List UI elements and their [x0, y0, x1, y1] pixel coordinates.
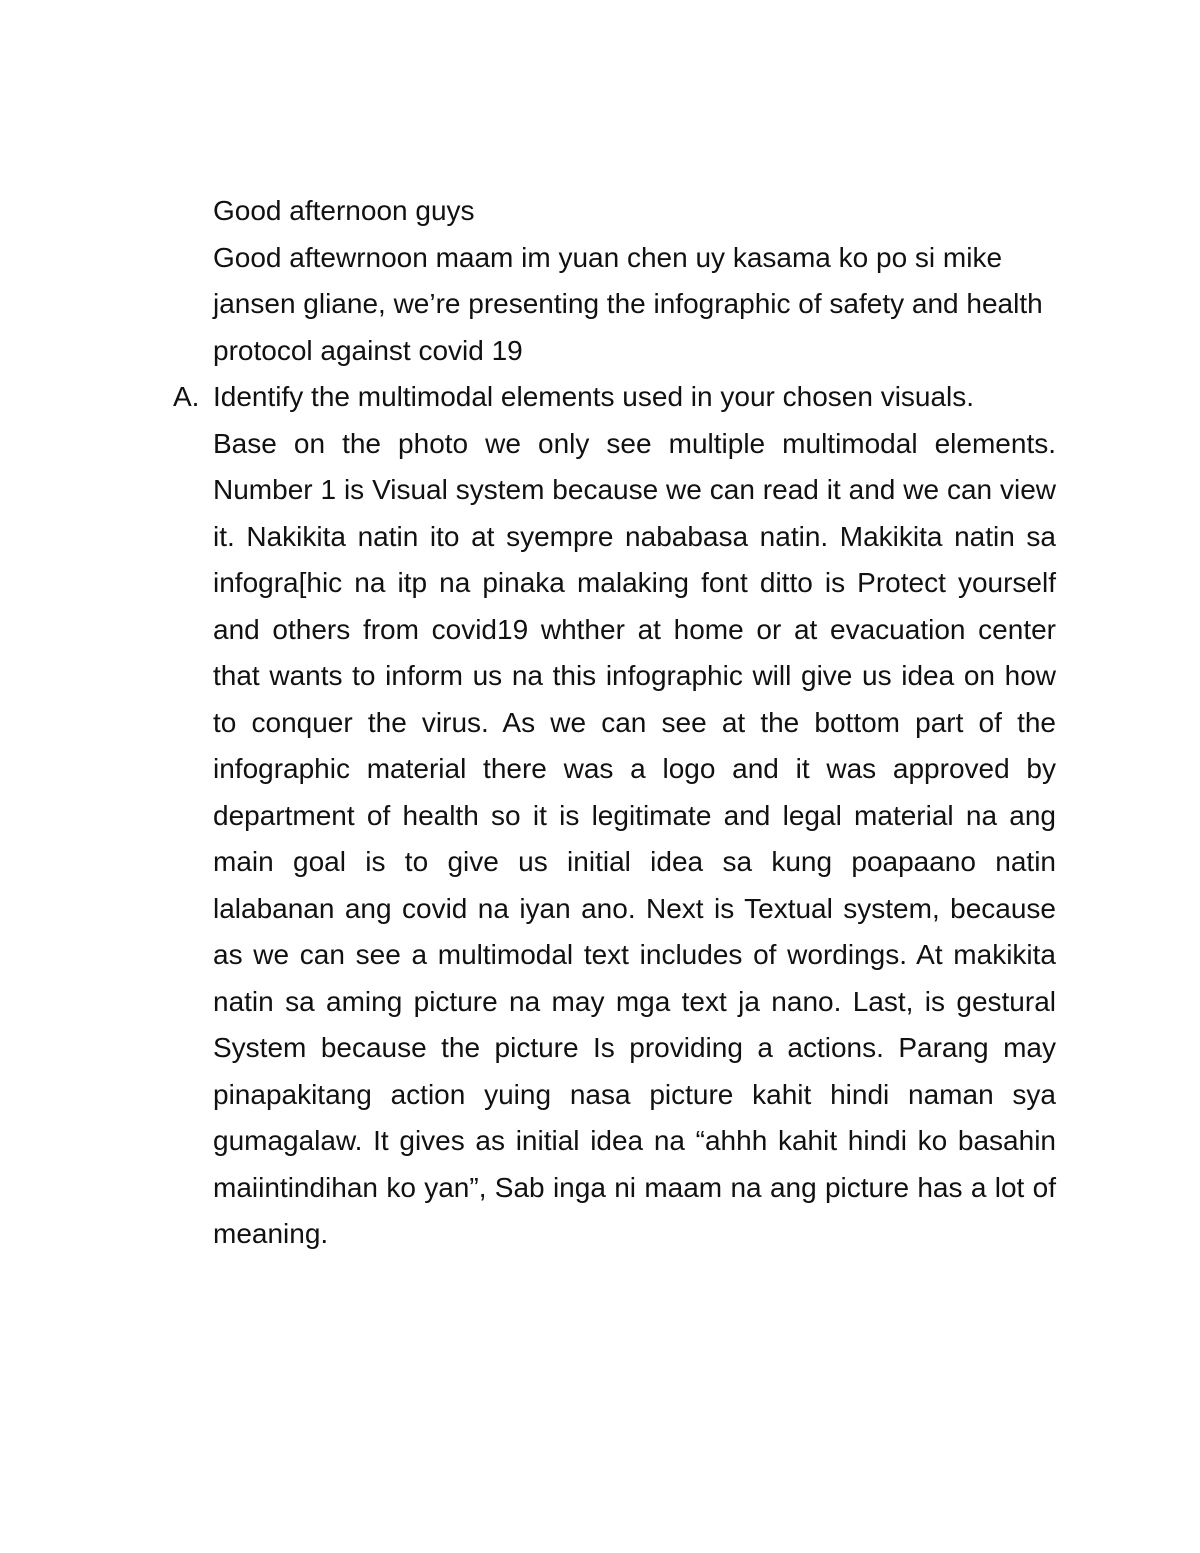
document-body — [173, 188, 1056, 1258]
question-item — [173, 374, 1056, 421]
answer-paragraph: Base on the photo we only see multiple multimodal elements. Number 1 is Visual system because we can read it and we can view it. Nakikita natin ito at syempre nababasa natin. Makikita natin sa infogra[hic na itp na pinaka malaking font ditto is Protect yourself and others from covid19 whther at home or at evacuation center that wants to inform us na this infographic will give us idea on how to conquer the virus. As we can see at the bottom part of the infographic material there was a logo and it was approved by department of health so it is legitimate and legal material na ang main goal is to give us initial idea sa kung poapaano natin lalabanan ang covid na iyan ano. Next is Textual system, because as we can see a multimodal text includes of wordings. At makikita natin sa aming picture na may mga text ja nano. Last, is gestural System because the picture Is providing a actions. Parang may pinapakitang action yuing nasa picture kahit hindi naman sya gumagalaw. It gives as initial idea na “ahhh kahit hindi ko basahin maiintindihan ko yan”, Sab inga ni maam na ang picture has a lot of meaning. — [213, 427, 1056, 1249]
question-text: Identify the multimodal elements used in your chosen visuals. — [213, 381, 975, 412]
greeting-line: Good afternoon guys — [213, 195, 475, 226]
intro-paragraph: Good aftewrnoon maam im yuan chen uy kasama ko po si mike jansen gliane, we’re presenting the infographic of safety and health protocol against covid 19 — [213, 241, 1043, 366]
list-marker: A. — [173, 381, 200, 412]
